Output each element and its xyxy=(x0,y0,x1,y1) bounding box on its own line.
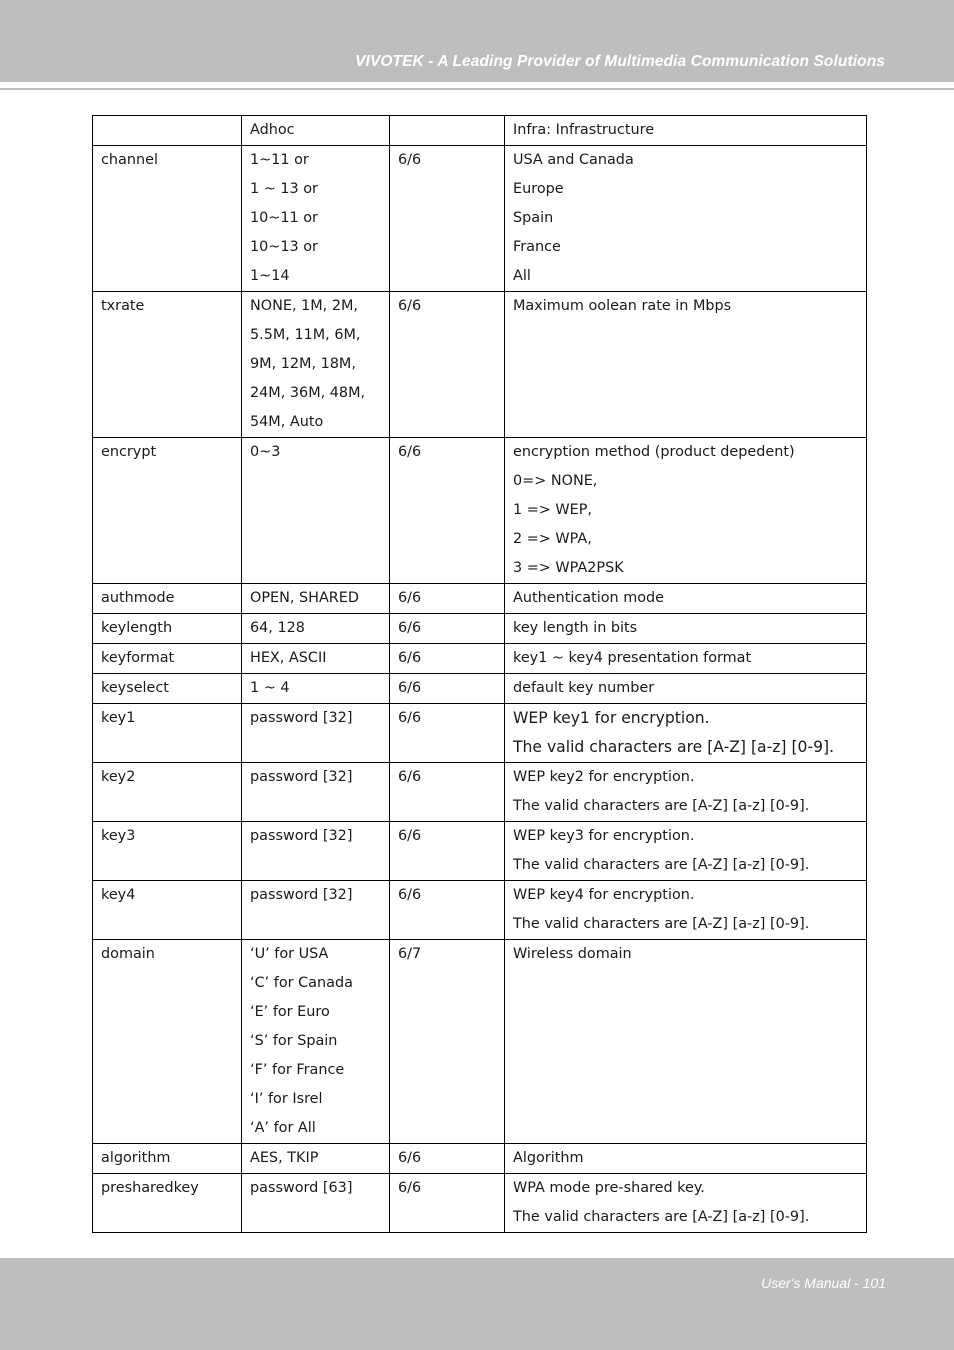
param-description-cell xyxy=(505,822,867,881)
param-name: authmode xyxy=(101,590,175,606)
param-values-cell xyxy=(242,116,390,146)
param-security: 6/6 xyxy=(398,444,422,460)
param-value-line: 1 ~ 13 or xyxy=(250,181,318,197)
param-security-cell xyxy=(390,881,505,940)
param-security: 6/6 xyxy=(398,828,422,844)
param-name-cell xyxy=(93,584,242,614)
param-name: key1 xyxy=(101,710,136,726)
table-row xyxy=(93,292,867,438)
param-name-cell xyxy=(93,704,242,763)
param-value-line: password [32] xyxy=(250,769,353,785)
table-row xyxy=(93,881,867,940)
param-security-cell xyxy=(390,704,505,763)
param-description-cell xyxy=(505,146,867,292)
param-description-line: 1 => WEP, xyxy=(513,502,592,518)
table-row xyxy=(93,704,867,763)
param-description-line: encryption method (product depedent) xyxy=(513,444,795,460)
param-value-line: 1 ~ 4 xyxy=(250,680,290,696)
param-description-cell xyxy=(505,116,867,146)
header-divider xyxy=(0,88,954,90)
param-description-cell xyxy=(505,674,867,704)
param-value-line: ‘A’ for All xyxy=(250,1120,316,1136)
table-row xyxy=(93,1144,867,1174)
param-name: key3 xyxy=(101,828,136,844)
param-description-line: Infra: Infrastructure xyxy=(513,122,655,138)
param-values-cell xyxy=(242,292,390,438)
param-name-cell xyxy=(93,674,242,704)
param-value-line: password [32] xyxy=(250,828,353,844)
param-value-line: ‘F’ for France xyxy=(250,1062,345,1078)
param-name: keylength xyxy=(101,620,173,636)
param-values-cell xyxy=(242,1174,390,1233)
param-name-cell xyxy=(93,822,242,881)
table-row xyxy=(93,116,867,146)
param-values-cell xyxy=(242,644,390,674)
param-description-line: Wireless domain xyxy=(513,946,632,962)
param-description-line: default key number xyxy=(513,680,655,696)
param-name-cell xyxy=(93,940,242,1144)
table-row xyxy=(93,146,867,292)
param-value-line: NONE, 1M, 2M, xyxy=(250,298,358,314)
param-name-cell xyxy=(93,881,242,940)
param-description-line: Europe xyxy=(513,181,564,197)
param-security: 6/6 xyxy=(398,680,422,696)
param-value-line: 24M, 36M, 48M, xyxy=(250,385,366,401)
page-number-label: User's Manual - 101 xyxy=(761,1275,886,1291)
param-description-cell xyxy=(505,292,867,438)
param-description-line: France xyxy=(513,239,561,255)
param-name-cell xyxy=(93,116,242,146)
param-description-line: Algorithm xyxy=(513,1150,584,1166)
table-row xyxy=(93,614,867,644)
table-row xyxy=(93,763,867,822)
param-value-line: ‘I’ for Isrel xyxy=(250,1091,323,1107)
param-name: keyselect xyxy=(101,680,169,696)
param-values-cell xyxy=(242,584,390,614)
param-values-cell xyxy=(242,1144,390,1174)
param-security-cell xyxy=(390,116,505,146)
table-row xyxy=(93,940,867,1144)
param-value-line: ‘E’ for Euro xyxy=(250,1004,330,1020)
param-values-cell xyxy=(242,881,390,940)
param-description-cell xyxy=(505,1144,867,1174)
param-value-line: 1~11 or xyxy=(250,152,309,168)
param-security-cell xyxy=(390,614,505,644)
param-security-cell xyxy=(390,292,505,438)
parameter-table xyxy=(92,115,867,1233)
param-value-line: ‘S’ for Spain xyxy=(250,1033,338,1049)
param-description-cell xyxy=(505,438,867,584)
parameter-table-body xyxy=(93,116,867,1233)
param-values-cell xyxy=(242,763,390,822)
param-security: 6/6 xyxy=(398,887,422,903)
param-values-cell xyxy=(242,146,390,292)
param-value-line: 9M, 12M, 18M, xyxy=(250,356,356,372)
param-description-line: Maximum oolean rate in Mbps xyxy=(513,298,732,314)
param-description-line: WPA mode pre-shared key. xyxy=(513,1180,705,1196)
param-description-cell xyxy=(505,1174,867,1233)
table-row xyxy=(93,644,867,674)
param-name-cell xyxy=(93,438,242,584)
table-row xyxy=(93,1174,867,1233)
param-description-cell xyxy=(505,763,867,822)
table-row xyxy=(93,674,867,704)
param-description-line: WEP key4 for encryption. xyxy=(513,887,695,903)
param-security: 6/6 xyxy=(398,620,422,636)
param-value-line: OPEN, SHARED xyxy=(250,590,359,606)
param-security-cell xyxy=(390,940,505,1144)
param-description-line: 2 => WPA, xyxy=(513,531,592,547)
param-name-cell xyxy=(93,763,242,822)
param-security: 6/6 xyxy=(398,1180,422,1196)
param-description-cell xyxy=(505,644,867,674)
table-row xyxy=(93,438,867,584)
param-value-line: 10~11 or xyxy=(250,210,318,226)
param-value-line: ‘U’ for USA xyxy=(250,946,329,962)
param-security: 6/6 xyxy=(398,1150,422,1166)
param-values-cell xyxy=(242,614,390,644)
param-name: presharedkey xyxy=(101,1180,199,1196)
param-value-line: 0~3 xyxy=(250,444,281,460)
param-value-line: HEX, ASCII xyxy=(250,650,327,666)
param-name-cell xyxy=(93,1144,242,1174)
param-description-line: WEP key1 for encryption. xyxy=(513,709,710,727)
param-security: 6/6 xyxy=(398,769,422,785)
param-description-cell xyxy=(505,881,867,940)
page-header xyxy=(0,0,954,82)
page-footer xyxy=(0,1258,954,1350)
param-description-line: All xyxy=(513,268,531,284)
param-value-line: 64, 128 xyxy=(250,620,305,636)
param-security-cell xyxy=(390,822,505,881)
param-description-cell xyxy=(505,614,867,644)
param-security: 6/7 xyxy=(398,946,422,962)
param-description-line: The valid characters are [A-Z] [a-z] [0-9]. xyxy=(513,1209,810,1225)
param-description-line: 0=> NONE, xyxy=(513,473,598,489)
param-value-line: 54M, Auto xyxy=(250,414,324,430)
param-name-cell xyxy=(93,614,242,644)
param-security-cell xyxy=(390,1174,505,1233)
param-description-cell xyxy=(505,940,867,1144)
param-description-line: USA and Canada xyxy=(513,152,634,168)
param-description-line: key length in bits xyxy=(513,620,638,636)
param-description-line: Authentication mode xyxy=(513,590,665,606)
param-name: key2 xyxy=(101,769,136,785)
param-security: 6/6 xyxy=(398,152,422,168)
param-value-line: 10~13 or xyxy=(250,239,318,255)
param-name: algorithm xyxy=(101,1150,171,1166)
param-security: 6/6 xyxy=(398,590,422,606)
table-row xyxy=(93,584,867,614)
param-description-line: The valid characters are [A-Z] [a-z] [0-9]. xyxy=(513,738,835,756)
param-security-cell xyxy=(390,763,505,822)
param-name: txrate xyxy=(101,298,145,314)
param-name: keyformat xyxy=(101,650,175,666)
param-security-cell xyxy=(390,644,505,674)
header-title: VIVOTEK - A Leading Provider of Multimedia Communication Solutions xyxy=(355,53,885,70)
param-description-line: Spain xyxy=(513,210,554,226)
param-value-line: 5.5M, 11M, 6M, xyxy=(250,327,361,343)
param-name-cell xyxy=(93,146,242,292)
param-values-cell xyxy=(242,940,390,1144)
param-values-cell xyxy=(242,822,390,881)
param-name: key4 xyxy=(101,887,136,903)
param-name-cell xyxy=(93,644,242,674)
param-value-line: ‘C’ for Canada xyxy=(250,975,353,991)
param-security-cell xyxy=(390,674,505,704)
param-name-cell xyxy=(93,292,242,438)
param-description-line: The valid characters are [A-Z] [a-z] [0-9]. xyxy=(513,857,810,873)
param-description-cell xyxy=(505,584,867,614)
param-value-line: Adhoc xyxy=(250,122,295,138)
param-security-cell xyxy=(390,438,505,584)
param-security-cell xyxy=(390,146,505,292)
param-description-cell xyxy=(505,704,867,763)
param-security: 6/6 xyxy=(398,298,422,314)
param-description-line: key1 ~ key4 presentation format xyxy=(513,650,752,666)
param-value-line: password [32] xyxy=(250,887,353,903)
table-row xyxy=(93,822,867,881)
param-security: 6/6 xyxy=(398,650,422,666)
param-value-line: password [32] xyxy=(250,710,353,726)
param-value-line: password [63] xyxy=(250,1180,353,1196)
param-description-line: WEP key3 for encryption. xyxy=(513,828,695,844)
param-values-cell xyxy=(242,438,390,584)
param-description-line: The valid characters are [A-Z] [a-z] [0-9]. xyxy=(513,798,810,814)
param-value-line: 1~14 xyxy=(250,268,290,284)
param-value-line: AES, TKIP xyxy=(250,1150,319,1166)
param-security-cell xyxy=(390,1144,505,1174)
param-description-line: 3 => WPA2PSK xyxy=(513,560,624,576)
param-name: domain xyxy=(101,946,155,962)
param-values-cell xyxy=(242,674,390,704)
param-name-cell xyxy=(93,1174,242,1233)
param-description-line: The valid characters are [A-Z] [a-z] [0-9]. xyxy=(513,916,810,932)
param-name: channel xyxy=(101,152,158,168)
param-security: 6/6 xyxy=(398,710,422,726)
param-values-cell xyxy=(242,704,390,763)
param-security-cell xyxy=(390,584,505,614)
param-name: encrypt xyxy=(101,444,157,460)
param-description-line: WEP key2 for encryption. xyxy=(513,769,695,785)
